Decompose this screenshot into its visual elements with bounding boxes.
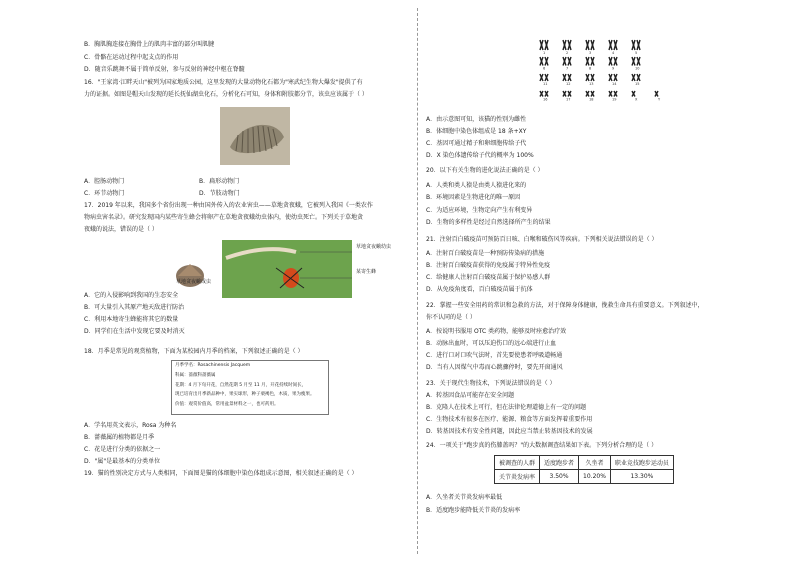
q21-option-d: D．从免疫角度看，百白破疫苗属于抗体 xyxy=(426,286,533,293)
chromosome-number: 7 xyxy=(566,66,569,71)
rose-profile-box xyxy=(171,360,329,415)
q22-option-d: D．当有人因煤气中毒而心跳骤停时，要先开窗通风 xyxy=(426,364,563,371)
chromosome xyxy=(632,57,635,66)
q15-option-c: C．骨骼在运动过程中起支点的作用 xyxy=(84,54,179,61)
q16-option-b: B．扁形动物门 xyxy=(199,178,240,185)
q19-option-b: B．体细胞中染色体组成是 18 条+XY xyxy=(426,128,527,135)
q20-stem: 20．以下有关生物的进化说法正确的是（ ） xyxy=(426,167,544,174)
table-cell: 3.50% xyxy=(540,470,579,484)
chromosome xyxy=(632,74,635,81)
q15-option-d: D．随音乐跳舞不属于简单反射，参与反射的神经中枢在脊髓 xyxy=(84,66,245,73)
q21-stem: 21．注射百白破疫苗可预防百日咳、白喉和破伤风等疾病。下列相关说法错误的是（ ） xyxy=(426,236,658,243)
chromosome xyxy=(545,91,548,97)
chromosome-number: 2 xyxy=(566,51,569,55)
chromosome xyxy=(563,57,566,66)
q20-option-b: B．环境因素是生物进化的唯一原因 xyxy=(426,194,521,201)
chromosome-number: X xyxy=(635,97,638,102)
q21-option-a: A．注射百白破疫苗是一种预防传染病的措施 xyxy=(426,250,545,257)
chromosome xyxy=(586,91,589,97)
fossil-image xyxy=(220,107,290,165)
q17-option-b: B．可大量引入其原产地天敌进行防治 xyxy=(84,304,185,311)
table-header-row xyxy=(495,456,674,470)
chromosome-number: 4 xyxy=(612,51,615,55)
chromosome xyxy=(609,74,612,81)
chromosome xyxy=(540,40,543,50)
wasp-label: 某寄生蜂 xyxy=(356,269,377,275)
chromosome-number: 8 xyxy=(589,66,592,71)
chromosome-number: 3 xyxy=(589,51,592,55)
q19-option-c: C．基因可通过精子和卵细胞传给子代 xyxy=(426,140,527,147)
chromosome xyxy=(614,74,617,81)
q17-stem-line: 物病虫害名录》。研究发现国内某些寄生蜂会将卵产在草地贪夜蛾幼虫体内，使幼虫死亡。下列关于草地贪 xyxy=(84,214,364,221)
q24-stem: 24．一项关于"跑步真的伤膝盖吗？"的大数据调查结果如下表。下列分析合理的是（ ） xyxy=(426,442,658,449)
chromosome xyxy=(632,40,635,50)
q23-option-b: B．克隆人在技术上可行，但在法律伦理道德上有一定的问题 xyxy=(426,404,587,411)
chromosome xyxy=(540,74,543,81)
larva-label: 草地贪夜蛾幼虫 xyxy=(356,244,392,250)
chromosome xyxy=(632,91,635,97)
chromosome xyxy=(568,91,571,97)
chromosome-number: 17 xyxy=(566,97,571,102)
chromosome xyxy=(614,40,617,50)
chromosome-number: 12 xyxy=(566,82,571,86)
table-row xyxy=(495,470,674,484)
chromosome-number: Y xyxy=(658,97,661,102)
q19-option-a: A．由示意图可知，该猫的性别为雌性 xyxy=(426,116,527,123)
chromosome xyxy=(586,57,589,66)
q20-option-c: C．为适应环境，生物定向产生有利变异 xyxy=(426,207,533,214)
chromosome xyxy=(591,57,594,66)
q17-stem-line: 夜蛾的说法，错误的是（ ） xyxy=(84,226,158,233)
chromosome-number: 6 xyxy=(543,66,546,71)
table-header-cell: 职业竞技跑步运动员 xyxy=(610,456,673,470)
profile-line: 价值：观赏价值高，常用盆景材料之一，也可药用。 xyxy=(175,402,279,407)
q18-stem: 18．月季是常见的观赏植物，下面为某校园内月季的档案，下列叙述正确的是（ ） xyxy=(84,348,304,355)
karyotype-figure xyxy=(534,38,661,108)
q23-option-d: D．转基因技术有安全性问题，因此应当禁止转基因技术的发展 xyxy=(426,428,593,435)
chromosome xyxy=(591,40,594,50)
q18-option-b: B．蔷薇属的植物都是月季 xyxy=(84,434,155,441)
chromosome xyxy=(545,40,548,50)
q21-option-c: C．给健康人注射百白破疫苗属于保护易感人群 xyxy=(426,274,551,281)
chromosome xyxy=(540,57,543,66)
q23-stem: 23．关于现代生物技术，下列说法错误的是（ ） xyxy=(426,380,556,387)
chromosome-number: 18 xyxy=(589,97,594,102)
q17-option-c: C．利用本地寄生蜂能将其它的数量 xyxy=(84,316,179,323)
chromosome xyxy=(586,74,589,81)
chromosome xyxy=(568,57,571,66)
chromosome-number: 9 xyxy=(612,66,615,71)
q17-option-a: A．它的入侵影响到我国的生态安全 xyxy=(84,292,179,299)
q16-stem-line: 16．"王家湾·江畔天山"被列为国家地质公园，这里发现的大量动物化石都为"寒武纪生物大爆发"提供了有 xyxy=(84,79,363,86)
chromosome-number: 1 xyxy=(543,51,546,55)
q23-option-a: A．转基因食品可能存在安全问题 xyxy=(426,392,515,399)
q22-option-a: A．按说明书服用 OTC 类药物，能够及时痊愈治疗效 xyxy=(426,328,567,335)
chromosome-number: 16 xyxy=(543,97,548,102)
chromosome xyxy=(563,40,566,50)
q22-stem-line: 你不认同的是（ ） xyxy=(426,314,476,321)
q19-option-d: D．X 染色体遗传给子代的概率为 100% xyxy=(426,152,534,159)
profile-line: 科属：蔷薇科蔷薇属 xyxy=(175,373,216,378)
chromosome xyxy=(609,57,612,66)
q16-option-c: C．环节动物门 xyxy=(84,190,125,197)
chromosome xyxy=(614,57,617,66)
table-header-cell: 适度跑步者 xyxy=(540,456,579,470)
table-cell: 13.30% xyxy=(610,470,673,484)
column-divider xyxy=(417,8,418,554)
chromosome xyxy=(637,57,640,66)
q15-option-b: B．胸肌胸连接在胸骨上的肌肉丰富的部分叫肌腱 xyxy=(84,41,215,48)
chromosome-number: 13 xyxy=(589,82,594,86)
chromosome xyxy=(545,74,548,81)
chromosome xyxy=(586,40,589,50)
chromosome xyxy=(609,91,612,97)
q22-stem-line: 22．掌握一些安全用药的常识和急救的方法，对于保障身体健康，挽救生命具有重要意义。下列叙述中， xyxy=(426,302,704,309)
knee-survey-table xyxy=(494,455,674,484)
q20-option-d: D．生物的多样性是经过自然选择所产生的结果 xyxy=(426,219,551,226)
table-cell: 10.20% xyxy=(579,470,611,484)
profile-line: 月季学名：Rosachinensis Jacquem xyxy=(175,363,251,368)
q22-option-b: B．动脉出血时，可以压迫伤口的远心端进行止血 xyxy=(426,340,557,347)
q24-option-a: A．久坐者关节炎发病率最低 xyxy=(426,494,503,501)
chromosome xyxy=(637,74,640,81)
q16-option-d: D．节肢动物门 xyxy=(199,190,240,197)
q18-option-a: A．学名用英文表示，Rosa 为种名 xyxy=(84,422,177,429)
q16-stem-line: 力的证据。如图是帽天山发现的延长抚仙湖虫化石，分析化石可知，身体和附肢都分节，该虫应该属于（ ） xyxy=(84,91,368,98)
chromosome xyxy=(655,91,658,97)
q24-option-b: B．适度跑步能降低关节炎的发病率 xyxy=(426,507,521,514)
adult-label: 草地贪夜蛾成虫 xyxy=(176,279,212,285)
chromosome xyxy=(591,91,594,97)
table-header-cell: 久坐者 xyxy=(579,456,611,470)
chromosome xyxy=(540,91,543,97)
q17-stem-line: 17．2019 年以来，我国多个省份出现一种由国外传入的农业害虫——草地贪夜蛾，它被列入我国《一类农作 xyxy=(84,202,373,209)
chromosome xyxy=(609,40,612,50)
chromosome xyxy=(614,91,617,97)
q16-option-a: A．腔肠动物门 xyxy=(84,178,125,185)
q21-option-b: B．注射百白破疫苗获得的免疫属于特异性免疫 xyxy=(426,262,551,269)
chromosome xyxy=(563,74,566,81)
chromosome-number: 15 xyxy=(635,82,640,86)
chromosome xyxy=(568,74,571,81)
profile-line: 现已培育出月季新品种中，果实球形，种子栗褐色，木质，果为瘦果。 xyxy=(175,392,315,397)
chromosome-number: 10 xyxy=(635,66,640,71)
chromosome xyxy=(591,74,594,81)
q22-option-c: C．进行口对口吹气法时，首先要使患者呼吸道畅通 xyxy=(426,352,563,359)
table-header-cell: 被调查的人群 xyxy=(495,456,540,470)
chromosome-number: 14 xyxy=(612,82,617,86)
chromosome-number: 5 xyxy=(635,51,638,55)
profile-line: 花期：4 月下旬开花，自然花期 5 月至 11 月，开花持续时间长， xyxy=(175,383,307,388)
chromosome xyxy=(568,40,571,50)
chromosome xyxy=(545,57,548,66)
q19-stem: 19．猫的性别决定方式与人类相同，下面图是猫的体细胞中染色体组成示意图，相关叙述正确的是（ ） xyxy=(84,470,358,477)
q23-option-c: C．生物技术有很多在医疗、能源、粮食等方面发挥着重要作用 xyxy=(426,416,593,423)
chromosome-number: 19 xyxy=(612,97,617,102)
q18-option-d: D．"属"是最基本的分类单位 xyxy=(84,458,161,465)
chromosome xyxy=(563,91,566,97)
q20-option-a: A．人类和类人猿是由类人猿进化来的 xyxy=(426,182,527,189)
q18-option-c: C．花是进行分类的依据之一 xyxy=(84,446,161,453)
chromosome xyxy=(637,40,640,50)
chromosome-number: 11 xyxy=(543,82,548,86)
q17-option-d: D．同学们在生活中发现它要及时消灭 xyxy=(84,328,185,335)
table-cell: 关节炎发病率 xyxy=(495,470,540,484)
